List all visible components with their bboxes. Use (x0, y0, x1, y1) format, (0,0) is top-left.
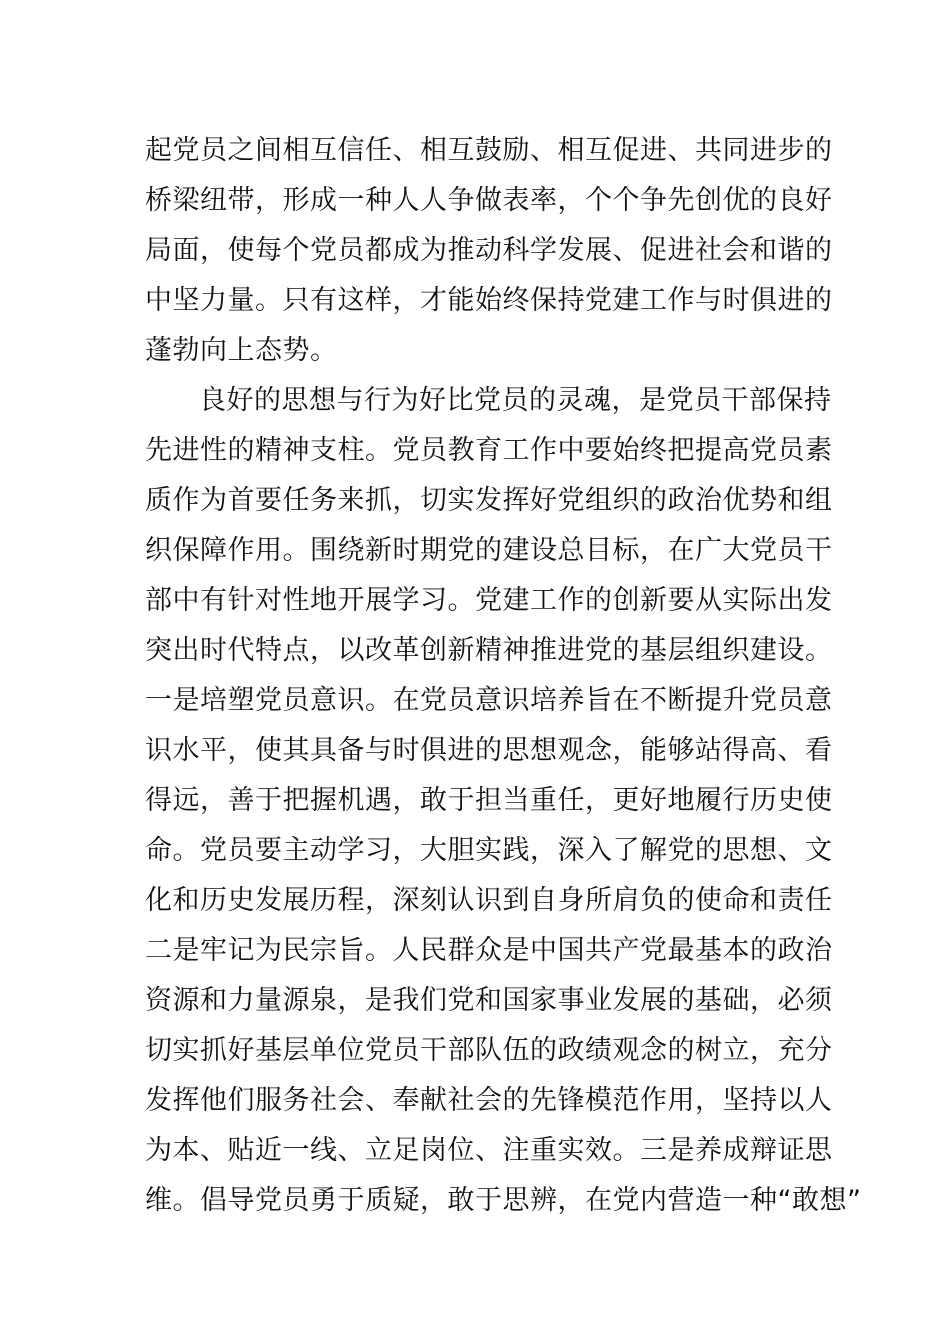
text-line: 二是牢记为民宗旨。人民群众是中国共产党最基本的政治 (145, 935, 833, 966)
text-line: 部中有针对性地开展学习。党建工作的创新要从实际出发 (145, 585, 833, 616)
text-line: 识水平，使其具备与时俱进的思想观念，能够站得高、看 (145, 735, 833, 766)
text-line: 命。党员要主动学习，大胆实践，深入了解党的思想、文 (145, 835, 833, 866)
text-line: 得远，善于把握机遇，敢于担当重任，更好地履行历史使 (145, 785, 833, 816)
text-line: 织保障作用。围绕新时期党的建设总目标，在广大党员干 (145, 535, 833, 566)
text-line: 一是培塑党员意识。在党员意识培养旨在不断提升党员意 (145, 685, 833, 716)
text-line: 发挥他们服务社会、奉献社会的先锋模范作用，坚持以人 (145, 1085, 833, 1116)
text-line: 切实抓好基层单位党员干部队伍的政绩观念的树立，充分 (145, 1035, 833, 1066)
text-line: 起党员之间相互信任、相互鼓励、相互促进、共同进步的 (145, 135, 833, 166)
text-line: 先进性的精神支柱。党员教育工作中要始终把提高党员素 (145, 435, 833, 466)
body-text (145, 126, 862, 1226)
text-line: 蓬勃向上态势。 (145, 335, 338, 366)
text-line: 中坚力量。只有这样，才能始终保持党建工作与时俱进的 (145, 285, 833, 316)
text-line: 为本、贴近一线、立足岗位、注重实效。三是养成辩证思 (145, 1135, 833, 1166)
text-line: 桥梁纽带，形成一种人人争做表率，个个争先创优的良好 (145, 185, 833, 216)
text-line: 局面，使每个党员都成为推动科学发展、促进社会和谐的 (145, 235, 833, 266)
text-line: 资源和力量源泉，是我们党和国家事业发展的基础，必须 (145, 985, 833, 1016)
text-line: 突出时代特点，以改革创新精神推进党的基层组织建设。 (145, 635, 833, 666)
text-line: 化和历史发展历程，深刻认识到自身所肩负的使命和责任 (145, 885, 833, 916)
text-line: 质作为首要任务来抓，切实发挥好党组织的政治优势和组 (145, 485, 833, 516)
text-line: 维。倡导党员勇于质疑，敢于思辨，在党内营造一种“敢想” (145, 1185, 862, 1216)
paragraph-start-line: 良好的思想与行为好比党员的灵魂，是党员干部保持 (199, 385, 832, 416)
